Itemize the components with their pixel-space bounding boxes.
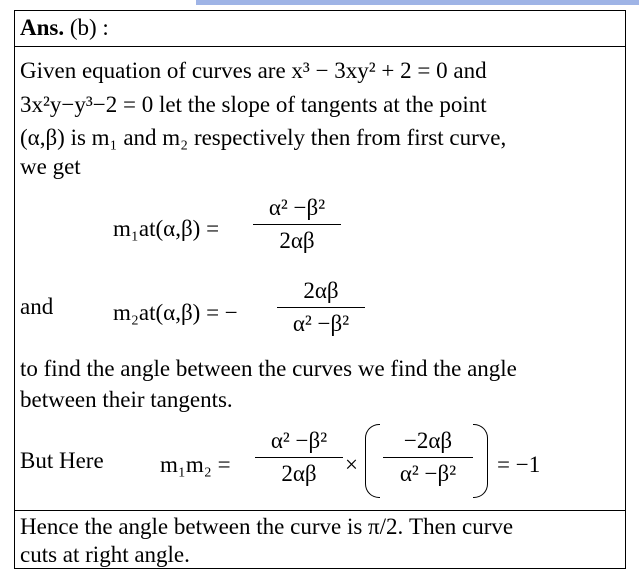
conclusion-line-2: cuts at right angle.	[20, 542, 190, 567]
conclusion-line-1: Hence the angle between the curve is π/2. Then curve	[20, 514, 514, 539]
eq2-lhs: m₂at(α,β) = −	[113, 300, 238, 325]
eq1-fraction	[253, 195, 341, 254]
intro-text: Given equation of curves are	[20, 58, 292, 83]
eq3-fraction-2	[383, 428, 473, 487]
intro-line-4: we get	[20, 154, 81, 179]
middle-line-2: between their tangents.	[20, 387, 233, 412]
eq3-numerator-2: −2αβ	[403, 428, 453, 453]
eq3-numerator-1: α² −β²	[270, 428, 328, 453]
answer-choice: (b) :	[69, 15, 109, 40]
heading-divider	[15, 46, 625, 47]
eq3-lhs: m₁m₂ =	[160, 452, 231, 477]
eq3-fraction-1	[255, 428, 343, 487]
eq2-prefix: and	[20, 294, 54, 319]
eq3-prefix: But Here	[20, 448, 104, 473]
conclusion-divider	[15, 510, 625, 511]
curve-equation-1: x³ − 3xy² + 2 = 0	[291, 58, 448, 83]
top-banner-strip	[196, 0, 639, 5]
eq2-numerator: 2αβ	[303, 278, 339, 303]
intro-line-3: (α,β) is m₁ and m₂ respectively then from first curve,	[20, 125, 507, 150]
eq3-times-sign: ×	[345, 452, 358, 477]
eq3-denominator-2: α² −β²	[399, 461, 457, 486]
eq3-fraction-bar-2	[383, 457, 473, 458]
eq1-numerator: α² −β²	[268, 195, 326, 220]
eq3-rhs: = −1	[497, 452, 541, 477]
eq2-fraction-bar	[277, 307, 365, 308]
answer-label: Ans.	[20, 15, 65, 40]
intro-line-2: 3x²y−y³−2 = 0 let the slope of tangents at the point	[20, 92, 487, 117]
intro-and: and	[447, 58, 487, 83]
eq1-denominator: 2αβ	[279, 228, 315, 253]
answer-box	[14, 10, 626, 569]
eq3-denominator-1: 2αβ	[281, 461, 317, 486]
intro-line-1	[20, 56, 487, 86]
answer-heading	[20, 15, 109, 41]
eq1-lhs: m₁at(α,β) =	[113, 216, 220, 241]
eq3-left-paren	[365, 424, 380, 498]
eq1-fraction-bar	[253, 224, 341, 225]
eq2-denominator: α² −β²	[292, 311, 350, 336]
middle-line-1: to find the angle between the curves we find the angle	[20, 356, 517, 381]
eq3-right-paren	[473, 424, 488, 498]
eq2-fraction	[277, 278, 365, 337]
eq3-fraction-bar-1	[255, 457, 343, 458]
